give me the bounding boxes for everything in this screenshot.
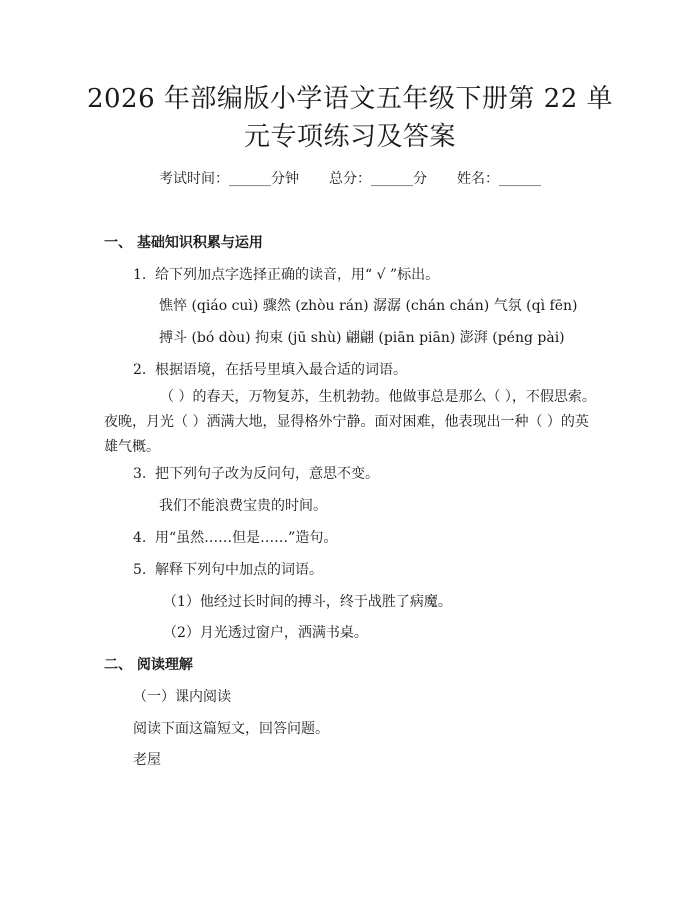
page-title-line-2: 元专项练习及答案: [243, 122, 456, 152]
question-1-text: 给下列加点字选择正确的读音，用“ √ ”标出。: [155, 267, 440, 283]
question-3-number: 3.: [133, 466, 147, 482]
passage-title: 老屋: [133, 752, 161, 768]
pinyin-line-1: 憔悴 (qiáo cuì) 骤然 (zhòu rán) 潺潺 (chán chán) 气氛 (qì fēn): [159, 298, 578, 314]
question-2-paragraph: （ ）的春天，万物复苏，生机勃勃。他做事总是那么（ ），不假思索。夜晚，月光（ ）洒满大地，显得格外宁静。面对困难，他表现出一种（ ）的英雄气概。: [104, 389, 596, 455]
question-5: [133, 559, 323, 579]
question-4: [133, 527, 337, 547]
exam-info: [0, 168, 700, 188]
question-5-text: 解释下列句中加点的词语。: [155, 562, 323, 578]
question-2-text: 根据语境，在括号里填入最合适的词语。: [155, 362, 407, 378]
question-2-number: 2.: [133, 362, 147, 378]
exam-time-field: 考试时间：______分钟: [159, 171, 299, 187]
reading-instruction: 阅读下面这篇短文，回答问题。: [133, 721, 329, 737]
question-2: [133, 359, 407, 379]
question-5-sentence-1: （1）他经过长时间的搏斗，终于战胜了病魔。: [163, 594, 452, 610]
question-3-text: 把下列句子改为反问句，意思不变。: [155, 466, 379, 482]
section-2-subheading: （一）课内阅读: [133, 689, 231, 705]
name-field: 姓名：______: [457, 171, 541, 187]
page-title-line-1: 2026 年部编版小学语文五年级下册第 22 单: [86, 84, 614, 114]
total-score-field: 总分：______分: [329, 171, 427, 187]
question-5-sentence-2: （2）月光透过窗户，洒满书桌。: [163, 625, 368, 641]
section-1-heading: 一、 基础知识积累与运用: [104, 235, 263, 251]
question-3: [133, 463, 379, 483]
question-4-text: 用“虽然……但是……”造句。: [155, 530, 338, 546]
section-2-heading: 二、 阅读理解: [104, 657, 193, 673]
question-4-number: 4.: [133, 530, 147, 546]
question-5-number: 5.: [133, 562, 147, 578]
question-1-number: 1.: [133, 267, 147, 283]
question-3-sentence: 我们不能浪费宝贵的时间。: [159, 498, 327, 514]
pinyin-line-2: 搏斗 (bó dòu) 拘束 (jū shù) 翩翩 (piān piān) 澎湃 (péng pài): [159, 330, 565, 346]
question-1: [133, 264, 439, 284]
